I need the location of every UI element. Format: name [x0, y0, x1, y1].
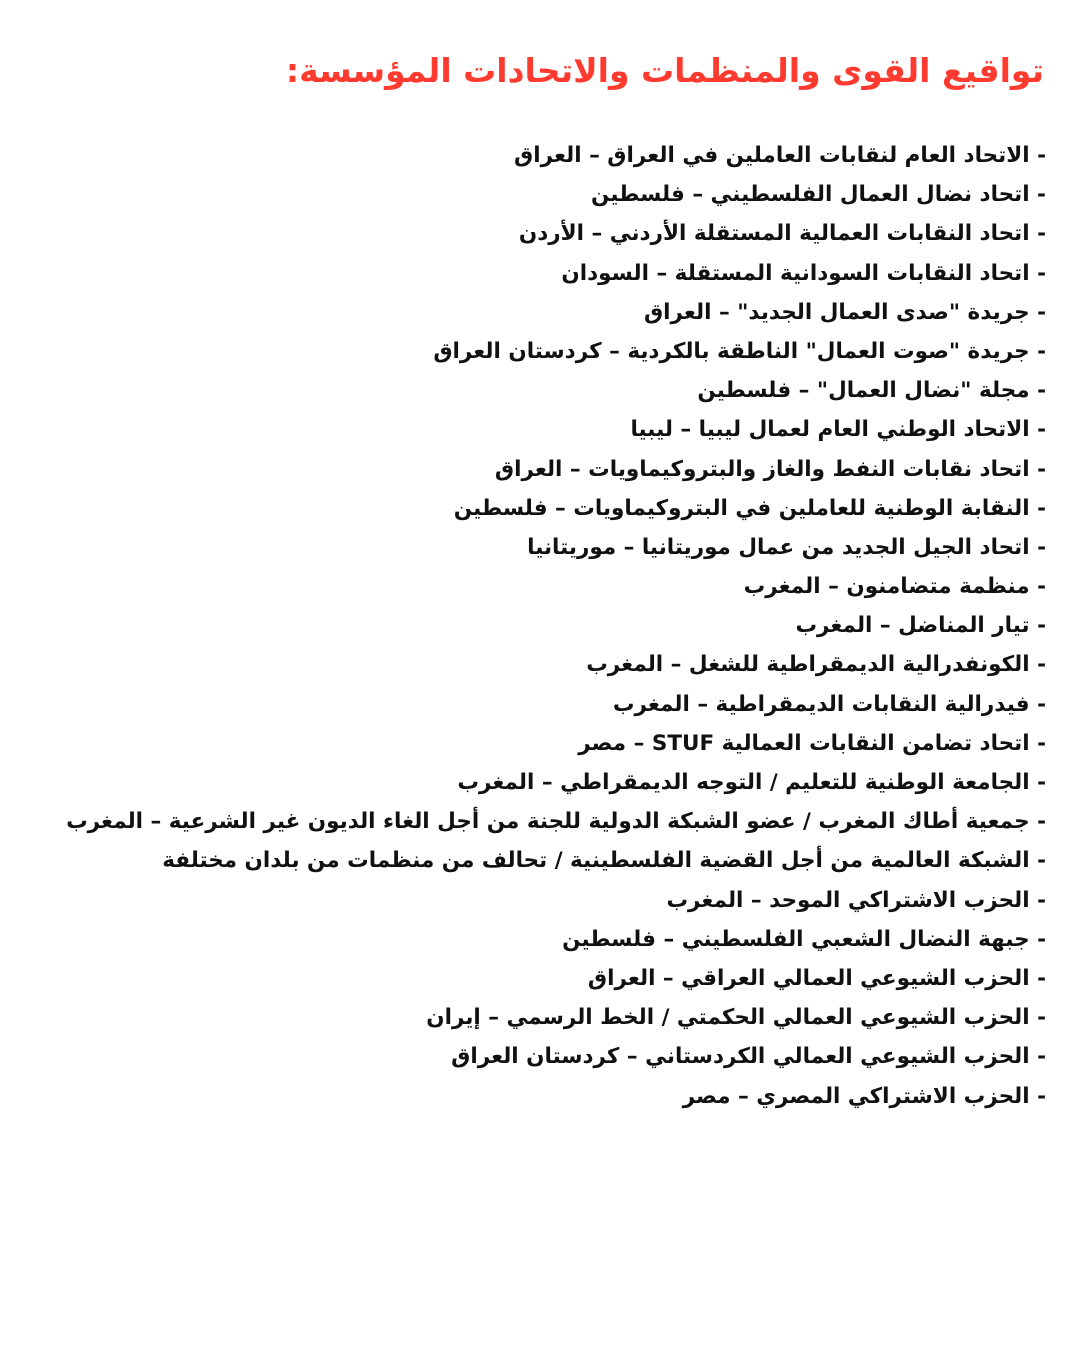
signatory-item: - جبهة النضال الشعبي الفلسطيني – فلسطين [562, 926, 1046, 952]
signatory-item: - جريدة "صدى العمال الجديد" – العراق [643, 299, 1046, 325]
signatory-item: - الجامعة الوطنية للتعليم / التوجه الديمقراطي – المغرب [457, 770, 1046, 795]
signatory-item: - الحزب الشيوعي العمالي الكردستاني – كردستان العراق [451, 1044, 1046, 1070]
page-title: تواقيع القوى والمنظمات والاتحادات المؤسسة: [285, 51, 1044, 90]
signatory-item: - اتحاد النقابات العمالية المستقلة الأردني – الأردن [518, 221, 1046, 247]
signatory-item: - الشبكة العالمية من أجل القضية الفلسطينية / تحالف من منظمات من بلدان مختلفة [162, 848, 1046, 874]
signatory-item: - جريدة "صوت العمال" الناطقة بالكردية – كردستان العراق [433, 338, 1046, 364]
signatory-item: - تيار المناضل – المغرب [795, 613, 1046, 639]
signatory-item: - فيدرالية النقابات الديمقراطية – المغرب [612, 691, 1046, 717]
signatory-item: - الحزب الشيوعي العمالي الحكمتي / الخط الرسمي – إيران [426, 1005, 1046, 1031]
signatory-item: - مجلة "نضال العمال" – فلسطين [697, 378, 1046, 404]
signatory-item: - جمعية أطاك المغرب / عضو الشبكة الدولية للجنة من أجل الغاء الديون غير الشرعية – المغرب [66, 809, 1046, 835]
signatory-item: - الاتحاد العام لنقابات العاملين في العراق – العراق [514, 143, 1046, 168]
signatory-item: - منظمة متضامنون – المغرب [743, 574, 1046, 600]
signatory-item: - اتحاد نقابات النفط والغاز والبتروكيماويات – العراق [494, 456, 1046, 482]
signatory-item: - اتحاد النقابات السودانية المستقلة – السودان [561, 260, 1046, 286]
signatory-item: - اتحاد الجيل الجديد من عمال موريتانيا – موريتانيا [527, 534, 1046, 560]
signatory-item: - الحزب الشيوعي العمالي العراقي – العراق [587, 965, 1046, 991]
signatory-item: - الحزب الاشتراكي الموحد – المغرب [666, 887, 1046, 913]
signatory-item: - اتحاد نضال العمال الفلسطيني – فلسطين [591, 182, 1046, 208]
signatory-item: - النقابة الوطنية للعاملين في البتروكيماويات – فلسطين [453, 495, 1046, 521]
signatory-item: - الاتحاد الوطني العام لعمال ليبيا – ليبيا [630, 417, 1046, 443]
signatory-item: - الحزب الاشتراكي المصري – مصر [682, 1083, 1046, 1109]
signatory-item: - الكونفدرالية الديمقراطية للشغل – المغرب [586, 652, 1046, 678]
signatory-item: - اتحاد تضامن النقابات العمالية STUF – مصر [578, 730, 1046, 756]
signatories-list [66, 136, 1046, 1116]
